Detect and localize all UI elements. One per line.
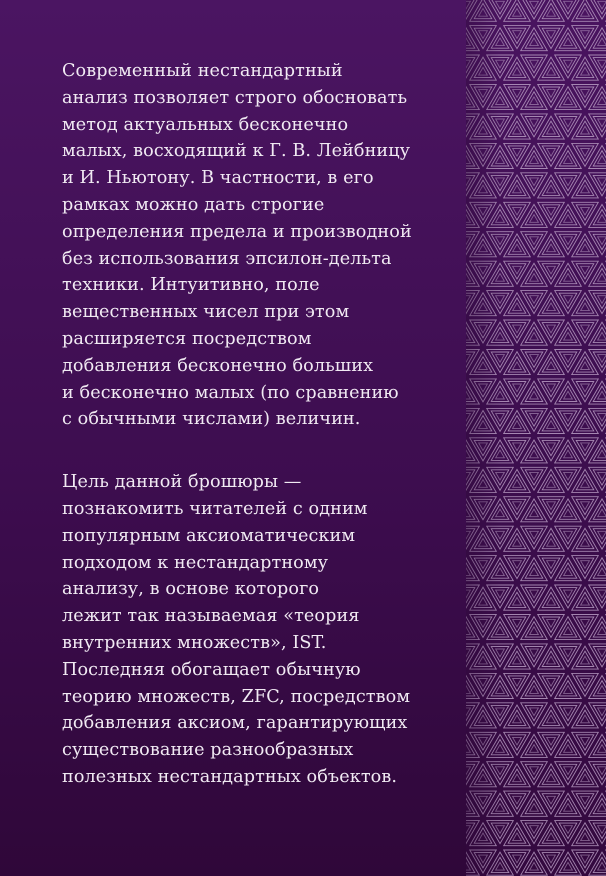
text-line: подходом к нестандартному xyxy=(62,552,329,573)
text-line: метод актуальных бесконечно xyxy=(62,114,349,135)
text-line: и И. Ньютону. В частности, в его xyxy=(62,168,374,189)
text-line: анализ позволяет строго обосновать xyxy=(62,87,408,108)
text-line: техники. Интуитивно, поле xyxy=(62,275,320,296)
blurb-text xyxy=(62,58,442,791)
text-line: расширяется посредством xyxy=(62,328,312,349)
text-line: вещественных чисел при этом xyxy=(62,302,350,323)
text-line: Последняя обогащает обычную xyxy=(62,659,361,680)
text-line: добавления аксиом, гарантирующих xyxy=(62,713,408,734)
text-line: с обычными числами) величин. xyxy=(62,409,361,430)
text-line: полезных нестандартных объектов. xyxy=(62,766,398,787)
text-line: популярным аксиоматическим xyxy=(62,525,356,546)
text-line: лежит так называемая «теория xyxy=(62,606,360,627)
text-line: Современный нестандартный xyxy=(62,61,343,81)
text-line: малых, восходящий к Г. В. Лейбницу xyxy=(62,141,411,162)
text-line: определения предела и производной xyxy=(62,221,412,242)
triangle-pattern xyxy=(466,0,606,876)
text-line: теорию множеств, ZFC, посредством xyxy=(62,686,411,707)
paragraph-2 xyxy=(62,469,442,791)
text-line: существование разнообразных xyxy=(62,740,354,761)
triangle-pattern-strip xyxy=(466,0,606,876)
text-line: внутренних множеств», IST. xyxy=(62,632,327,653)
pattern-shade xyxy=(466,0,606,876)
paragraph-1 xyxy=(62,58,442,433)
text-line: анализу, в основе которого xyxy=(62,579,320,600)
text-line: познакомить читателей с одним xyxy=(62,498,368,519)
text-line: рамках можно дать строгие xyxy=(62,194,325,215)
text-line: и бесконечно малых (по сравнению xyxy=(62,382,399,403)
text-line: без использования эпсилон-дельта xyxy=(62,248,392,269)
text-line: добавления бесконечно больших xyxy=(62,355,374,376)
text-line: Цель данной брошюры — xyxy=(62,472,302,493)
paragraph-gap xyxy=(62,433,442,469)
